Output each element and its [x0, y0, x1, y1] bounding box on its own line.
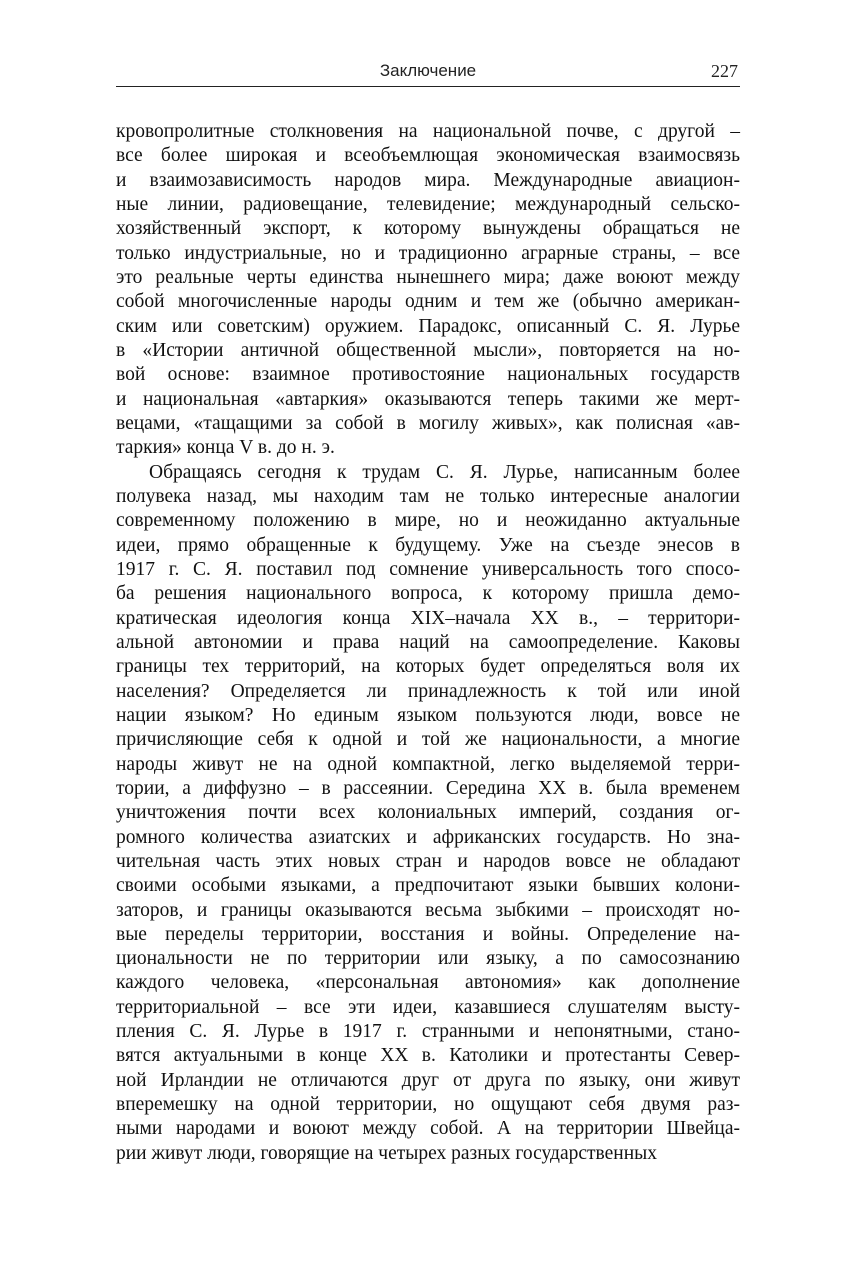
text-line: народы живут не на одной компактной, легко выделяемой терри-	[116, 753, 740, 775]
text-line: границы тех территорий, на которых будет определяться воля их	[116, 656, 740, 678]
text-line: ским или советским) оружием. Парадокс, описанный С. Я. Лурье	[116, 315, 740, 337]
text-line: хозяйственный экспорт, к которому вынуждены обращаться не	[116, 218, 740, 240]
text-line: нации языком? Но единым языком пользуются люди, вовсе не	[116, 704, 740, 726]
text-line: вецами, «тащащими за собой в могилу живых», как полисная «ав-	[116, 412, 740, 434]
text-line: и взаимозависимость народов мира. Международные авиацион-	[116, 169, 740, 191]
text-line: только индустриальные, но и традиционно аграрные страны, – все	[116, 242, 740, 264]
text-line: циональности не по территории или языку, а по самосознанию	[116, 948, 740, 970]
paragraph	[116, 461, 740, 1167]
text-line: заторов, и границы оказываются весьма зыбкими – происходят но-	[116, 899, 740, 921]
text-line: каждого человека, «персональная автономия» как дополнение	[116, 972, 740, 994]
text-line: все более широкая и всеобъемлющая экономическая взаимосвязь	[116, 145, 740, 167]
text-line: идеи, прямо обращенные к будущему. Уже на съезде энесов в	[116, 534, 740, 556]
text-line: населения? Определяется ли принадлежность к той или иной	[116, 680, 740, 702]
text-line: таркия» конца V в. до н. э.	[116, 437, 335, 459]
text-line: вятся актуальными в конце XX в. Католики и протестанты Север-	[116, 1045, 740, 1067]
text-line: это реальные черты единства нынешнего мира; даже воюют между	[116, 266, 740, 288]
text-line: причисляющие себя к одной и той же национальности, а многие	[116, 729, 740, 751]
text-line: кратическая идеология конца XIX–начала XX в., – территори-	[116, 607, 740, 629]
text-line: ными народами и воюют между собой. А на территории Швейца-	[116, 1118, 740, 1140]
text-line: рии живут люди, говорящие на четырех разных государственных	[116, 1142, 658, 1164]
body-text	[116, 120, 740, 1166]
text-line: вперемешку на одной территории, но ощущают себя двумя раз-	[116, 1094, 740, 1116]
text-line: вой основе: взаимное противостояние национальных государств	[116, 364, 740, 386]
text-line: и национальная «автаркия» оказываются теперь такими же мерт-	[116, 388, 740, 410]
text-line: чительная часть этих новых стран и народов вовсе не обладают	[116, 850, 740, 872]
text-line: в «Истории античной общественной мысли», повторяется на но-	[116, 339, 740, 361]
running-header	[116, 58, 740, 87]
text-line: своими особыми языками, а предпочитают языки бывших колони-	[116, 875, 740, 897]
text-line: полувека назад, мы находим там не только интересные аналогии	[116, 485, 740, 507]
text-line: ба решения национального вопроса, к которому пришла демо-	[116, 583, 740, 605]
text-line: 1917 г. С. Я. поставил под сомнение универсальность того спосо-	[116, 558, 740, 580]
running-title: Заключение	[379, 61, 477, 80]
text-line: альной автономии и права наций на самоопределение. Каковы	[116, 631, 740, 653]
text-line: уничтожения почти всех колониальных империй, создания ог-	[116, 802, 740, 824]
page-number: 227	[711, 61, 738, 81]
text-line: тории, а диффузно – в рассеянии. Середина XX в. была временем	[116, 777, 740, 799]
paragraph	[116, 120, 740, 461]
text-line: современному положению в мире, но и неожиданно актуальные	[116, 510, 740, 532]
text-line: ромного количества азиатских и африканских государств. Но зна-	[116, 826, 740, 848]
text-line: пления С. Я. Лурье в 1917 г. странными и непонятными, стано-	[116, 1021, 740, 1043]
text-line: Обращаясь сегодня к трудам С. Я. Лурье, написанным более	[149, 461, 740, 483]
text-line: ные линии, радиовещание, телевидение; международный сельско-	[116, 193, 740, 215]
text-line: территориальной – все эти идеи, казавшиеся слушателям высту-	[116, 996, 740, 1018]
text-line: ной Ирландии не отличаются друг от друга по языку, они живут	[116, 1069, 740, 1091]
text-line: вые переделы территории, восстания и войны. Определение на-	[116, 923, 740, 945]
text-line: собой многочисленные народы одним и тем же (обычно американ-	[116, 291, 740, 313]
text-line: кровопролитные столкновения на национальной почве, с другой –	[116, 121, 740, 142]
